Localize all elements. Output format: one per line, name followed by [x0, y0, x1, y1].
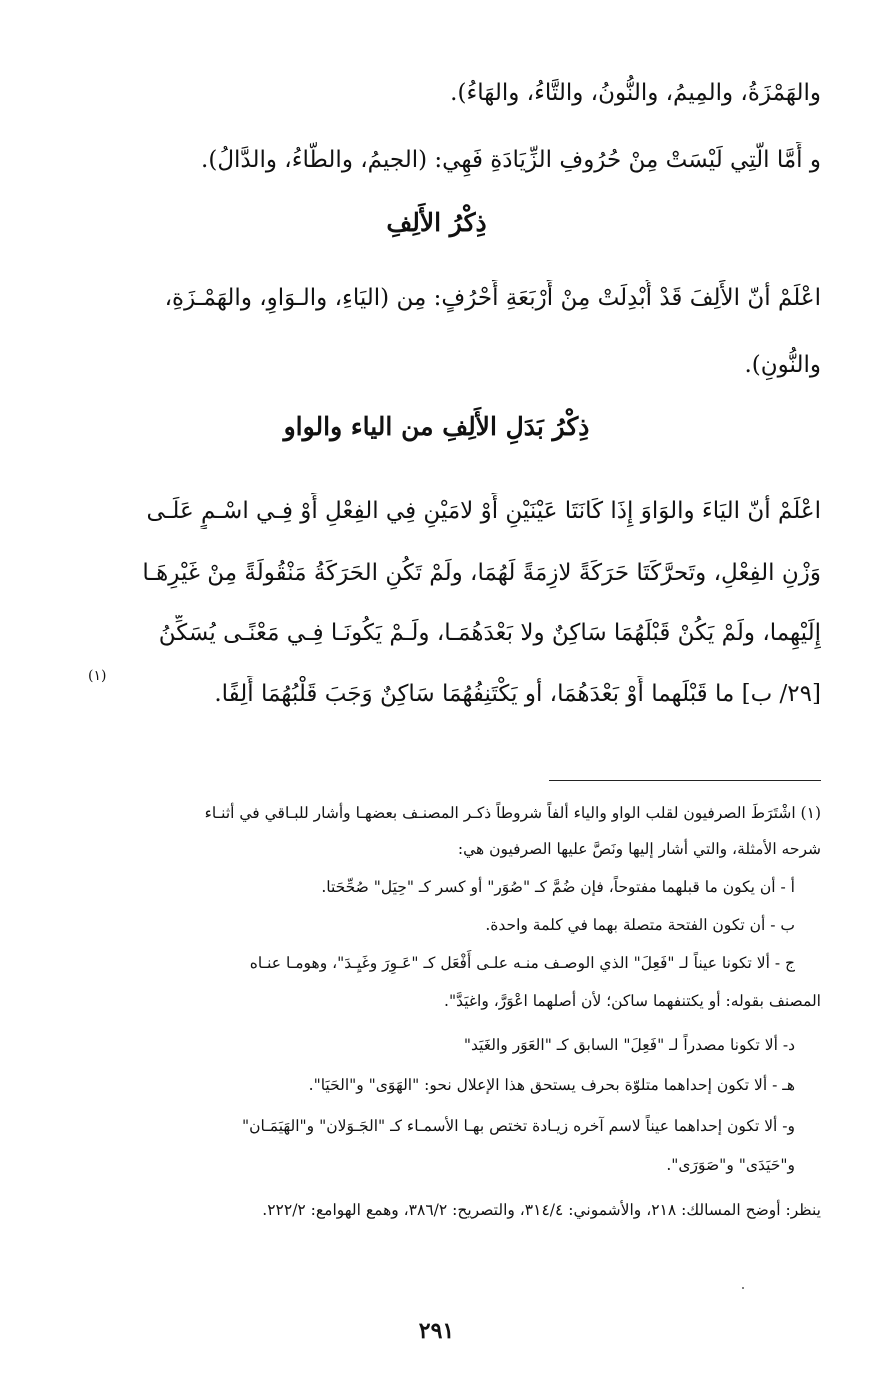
- footnote-line-8: هـ - ألا تكون إحداهما متلوّة بحرف يستحق هذا الإعلال نحو: "الهَوَى" و"الحَيَا".: [308, 1076, 795, 1094]
- footnote-line-9: و- ألا تكون إحداهما عيناً لاسم آخره زيـادة تختص بهـا الأسمـاء كـ "الجَـوَلان" و"الهَيَمَـان": [241, 1117, 795, 1135]
- section1-line-1: اعْلَمْ أنّ الأَلِفَ قَدْ أُبْدِلَتْ مِنْ أَرْبَعَةِ أَحْرُفٍ: مِن (اليَاءِ، والـوَاوِ، والهَمْـزَةِ،: [164, 285, 821, 311]
- footnote-line-4: ب - أن تكون الفتحة متصلة بهما في كلمة واحدة.: [485, 916, 795, 934]
- footnote-line-10: و"حَيَدَى" و"صَوَرَى".: [666, 1156, 795, 1174]
- section-heading-alif: ذِكْرُ الأَلِفِ: [386, 208, 487, 237]
- section2-line-2: وَزْنِ الفِعْلِ، وتَحرَّكَتَا حَرَكَةً لازِمَةً لَهُمَا، ولَمْ تَكُنِ الحَرَكَةُ مَنْقُولَةً مِنْ غَيْرِهَـا: [142, 560, 821, 586]
- footnote-line-3: أ - أن يكون ما قبلهما مفتوحاً، فإن ضُمَّ كـ "صُوَر" أو كسر كـ "حِيَل" صُحِّحَتا.: [321, 878, 795, 896]
- page-number: ٢٩١: [418, 1318, 455, 1344]
- footnote-line-6: المصنف بقوله: أو يكتنفهما ساكن؛ لأن أصلهما اعْوَرَّ، واغيَدَّ".: [444, 992, 821, 1010]
- footnote-line-11: ينظر: أوضح المسالك: ٢١٨، والأشموني: ٣١٤/٤، والتصريح: ٣٨٦/٢، وهمع الهوامع: ٢٢٢/٢.: [262, 1201, 821, 1219]
- intro-line-2: و أَمَّا الَّتِي لَيْسَتْ مِنْ حُرُوفِ الزِّيَادَةِ فَهِي: (الجيمُ، والطَّاءُ، والدَّالُ).: [201, 147, 821, 173]
- footnote-line-7: د- ألا تكونا مصدراً لـ "فَعِلَ" السابق كـ "العَوَر والغَيَد": [463, 1036, 795, 1054]
- footnote-line-5: ج - ألا تكونا عيناً لـ "فَعِلَ" الذي الوصـف منـه علـى أَفْعَل كـ "عَـوِرَ وغَيِـدَ"، وهومـا عنـاه: [249, 954, 795, 972]
- stray-mark: [742, 1287, 744, 1289]
- section2-line-4: [٢٩/ ب] ما قَبْلَهما أَوْ بَعْدَهُمَا، أو يَكْتَنِفُهُمَا سَاكِنٌ وَجَبَ قَلْبُهُمَا أَلِفًا.: [214, 681, 821, 707]
- footnote-line-2: شرحه الأمثلة، والتي أشار إليها ونَصَّ عليها الصرفيون هي:: [457, 840, 821, 858]
- intro-line-1: والهَمْزَةُ، والمِيمُ، والنُّونُ، والتَّاءُ، والهَاءُ).: [450, 80, 821, 106]
- footnote-reference[interactable]: (١): [88, 668, 107, 684]
- footnote-divider: [549, 780, 821, 781]
- section1-line-2: والنُّونِ).: [744, 352, 821, 378]
- section-heading-badal: ذِكْرُ بَدَلِ الأَلِفِ من الياء والواو: [283, 412, 590, 441]
- section2-line-3: إِلَيْهِما، ولَمْ يَكُنْ قَبْلَهُمَا سَاكِنٌ ولا بَعْدَهُمَـا، ولَـمْ يَكُونَـا فِـي مَعْنًـى يُسَكِّنُ: [158, 620, 821, 646]
- section2-line-1: اعْلَمْ أنّ اليَاءَ والوَاوَ إِذَا كَانَتَا عَيْنَيْنِ أَوْ لامَيْنِ فِي الفِعْلِ أَوْ فِـي اسْـمٍ عَلَـى: [146, 498, 821, 524]
- footnote-line-1: (١) اشْتَرَطَ الصرفيون لقلب الواو والياء ألفاً شروطاً ذكـر المصنـف بعضهـا وأشار للبـاقي في أثنـاء: [204, 804, 821, 822]
